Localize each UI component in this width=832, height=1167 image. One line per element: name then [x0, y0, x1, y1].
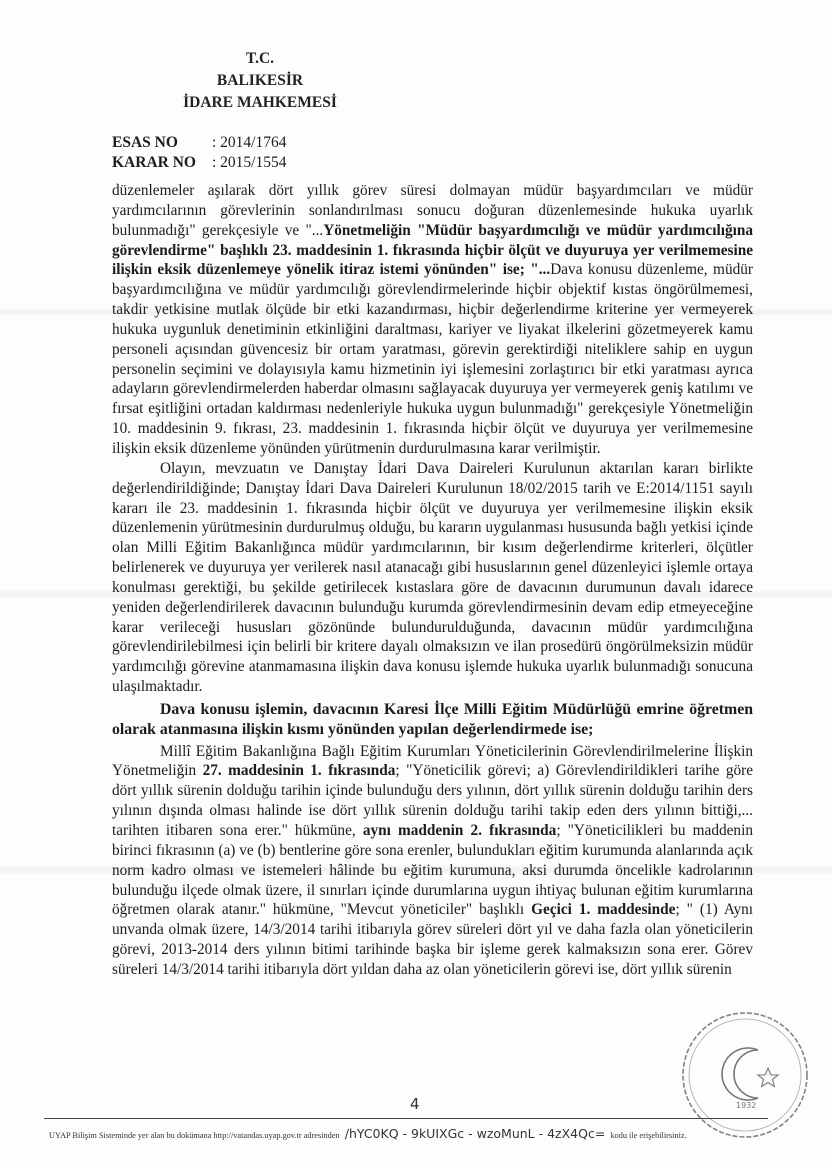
crescent-icon [722, 1048, 758, 1100]
bold-text: 27. maddesinin 1. fıkrasında [202, 762, 396, 780]
paragraph-3 [112, 742, 753, 980]
paragraph-text: Dava konusu düzenleme, müdür başyardımcılığına ve müdür yardımcılığı görevlendirmelerinde hiçbir objektif kıstas öngörülmemesi, takdir yetkisine mutlak ölçüde bir etki kazandırması, hiçbir değerlendirme kriterine yer vermeyerek hukuka uygunluk denetiminin etkinliğini daraltması, kariyer ve liyakat ilkelerini gözetmeyerek kamu personeli açısından güvencesiz bir ortam yaratması, görevin gerektirdiği niteliklere sahip en uygun personelin seçimini ve dolayısıyla kamu hizmetinin iyi işlemesini zorlaştırıcı bir etki yaratması ayrıca adayların görevlendirmelerden haberdar olmasını sağlayacak duyuruya yer vermeyerek geniş katılımı ve fırsat eşitliğini ortadan kaldırması nedenleriyle hukuka uygun bulunmadığı" gerekçesiyle Yönetmeliğin 10. maddesinin 9. fıkrası, 23. maddesinin 1. fıkrasında hiçbir ölçüt ve duyuruya yer verilmemesine ilişkin eksik düzenleme yönünden yürütmenin durdurulmasına karar verilmiştir. [112, 261, 753, 457]
bold-text: aynı maddenin 2. fıkrasında [362, 822, 557, 839]
paragraph-1 [112, 181, 753, 459]
court-header [170, 48, 350, 114]
footer-text: UYAP Bilişim Sisteminde yer alan bu dokümana http://vatandas.uyap.gov.tr adresinden [49, 1131, 340, 1140]
esas-row [112, 133, 287, 153]
court-seal-stamp [680, 1010, 810, 1140]
bold-text: Yönetmeliğin "Müdür başyardımcılığı ve müdür yardımcılığına görevlendirme" başlıklı 23. maddesinin 1. [112, 221, 754, 259]
case-numbers [112, 133, 287, 173]
paragraph-text: ; " (1) Aynı unvanda olmak üzere, 14/3/2014 tarihi itibarıyla görev süreleri dört yıl ve daha fazla olan yöneticilerin görevi, 2013-2014 ders yılının bitimi tarihinde başka bir işleme gerek kalmaksızın sona erer. Görev süreleri 14/3/2014 tarihi itibarıyla dört yıldan daha az olan yöneticilerin görevi ise, dört yıllık sürenin [112, 901, 754, 978]
section-heading: Dava konusu işlemin, davacının Karesi İlçe Milli Eğitim Müdürlüğü emrine öğretmen olarak atanmasına ilişkin kısmı yönünden yapılan değerlendirmede ise; [112, 700, 753, 738]
karar-row [112, 153, 287, 173]
paragraph-text: düzenlemeler aşılarak dört yıllık görev süresi dolmayan müdür başyardımcıları ve müdür yardımcılarının görevlerinin sonlandırılması sonucu doğuran düzenlemesinde hukuka uyarlık bulunmadığı" gerekçesiyle ve "... [112, 182, 753, 239]
page-number: 4 [410, 1095, 420, 1113]
paragraph-text: ; "Yöneticilik görevi; a) Görevlendirildikleri tarihe göre dört yıllık sürenin dolduğu tarihin içinde bulunduğu ders yılının, dört yıllık sürenin dolduğu tarihin ders yılının dışında olması halinde ise dört yıllık sürenin dolduğu tarihi takip eden ders yılının bittiği,... tarihten itibaren sona erer." hükmüne, [112, 762, 753, 839]
esas-value: : 2014/1764 [212, 134, 287, 151]
paragraph-2: Olayın, mevzuatın ve Danıştay İdari Dava Daireleri Kurulunun aktarılan kararı birlikte değerlendirildiğinde; Danıştay İdari Dava Daireleri Kurulunun 18/02/2015 tarih ve E:2014/1151 sayılı kararı ile 23. maddesinin 1. fıkrasında hiçbir ölçüt ve duyuruya yer verilmemesine ilişkin eksik düzenlemenin yürütmesinin durdurulmuş olduğu, bu kararın uygulanması hususunda bağlı yetkisi içinde olan Milli Eğitim Bakanlığınca müdür yardımcılarının, bir kısım değerlendirme kriterleri, ölçütler belirlenerek ve duyuruya yer verilerek nasıl atanacağı gibi hususlarının genel düzenleyici işlemle ortaya konulması gerektiği, bu şekilde getirilecek kıstaslara göre de davacının durumunun davalı idarece yeniden değerlendirilerek davacının bulunduğu kurumda görevlendirmesinin devam edip etmeyeceğine karar verileceği hususları gözönünde bulundurulduğunda, davacının müdür yardımcılığına görevlendirilebilmesi için belirli bir kritere dayalı olmaksızın ve ilan prosedürü öngörülmeksizin müdür yardımcılığı görevine atanmamasına ilişkin dava konusu işlemde hukuka uyarlık bulunmadığı sonucuna ulaşılmaktadır. [112, 459, 753, 696]
bold-text: fıkrasında hiçbir ölçüt ve duyuruya yer verilmemesine ilişkin eksik düzenlemeye yönelik itiraz istemi yönünden" ise; [112, 241, 753, 279]
seal-year: 1932 [736, 1101, 757, 1110]
seal-inner-ring [689, 1019, 801, 1131]
header-court: İDARE MAHKEMESİ [183, 94, 337, 111]
header-tc: T.C. [245, 50, 275, 67]
header-city: BALIKESİR [216, 72, 304, 89]
footer-text: kodu ile erişebilirsiniz. [610, 1131, 687, 1140]
karar-label: KARAR NO [112, 154, 196, 171]
paragraph-text: Millî Eğitim Bakanlığına Bağlı Eğitim Kurumları Yöneticilerinin Görevlendirilmelerine İlişkin Yönetmeliğin [112, 742, 753, 780]
footer-divider [44, 1118, 768, 1119]
esas-label: ESAS NO [112, 134, 178, 151]
bold-text: Geçici 1. maddesinde [531, 901, 676, 919]
karar-value: : 2015/1554 [212, 154, 287, 171]
star-icon [758, 1068, 778, 1087]
bold-text: "... [524, 261, 551, 279]
document-body [112, 181, 753, 980]
seal-outer-ring [683, 1013, 807, 1137]
verification-code[interactable]: /hYC0KQ - 9kUIXGc - wzoMunL - 4zX4Qc= [344, 1126, 606, 1141]
paragraph-text: ; "Yöneticilikleri bu maddenin birinci fıkrasının (a) ve (b) bentlerine göre sona erenler, bulundukları eğitim kurumunda alanlarında açık norm kadro olması ve istemeleri hâlinde bu eğitim kurumuna, aksi durumda öncelikle kadrolarının bulunduğu ilçede olmak üzere, il sınırları içinde durumlarına uygun ihtiyaç bulunan eğitim kurumlarına öğretmen olarak atanır." hükmüne, "Mevcut yöneticiler" başlıklı [112, 822, 753, 919]
